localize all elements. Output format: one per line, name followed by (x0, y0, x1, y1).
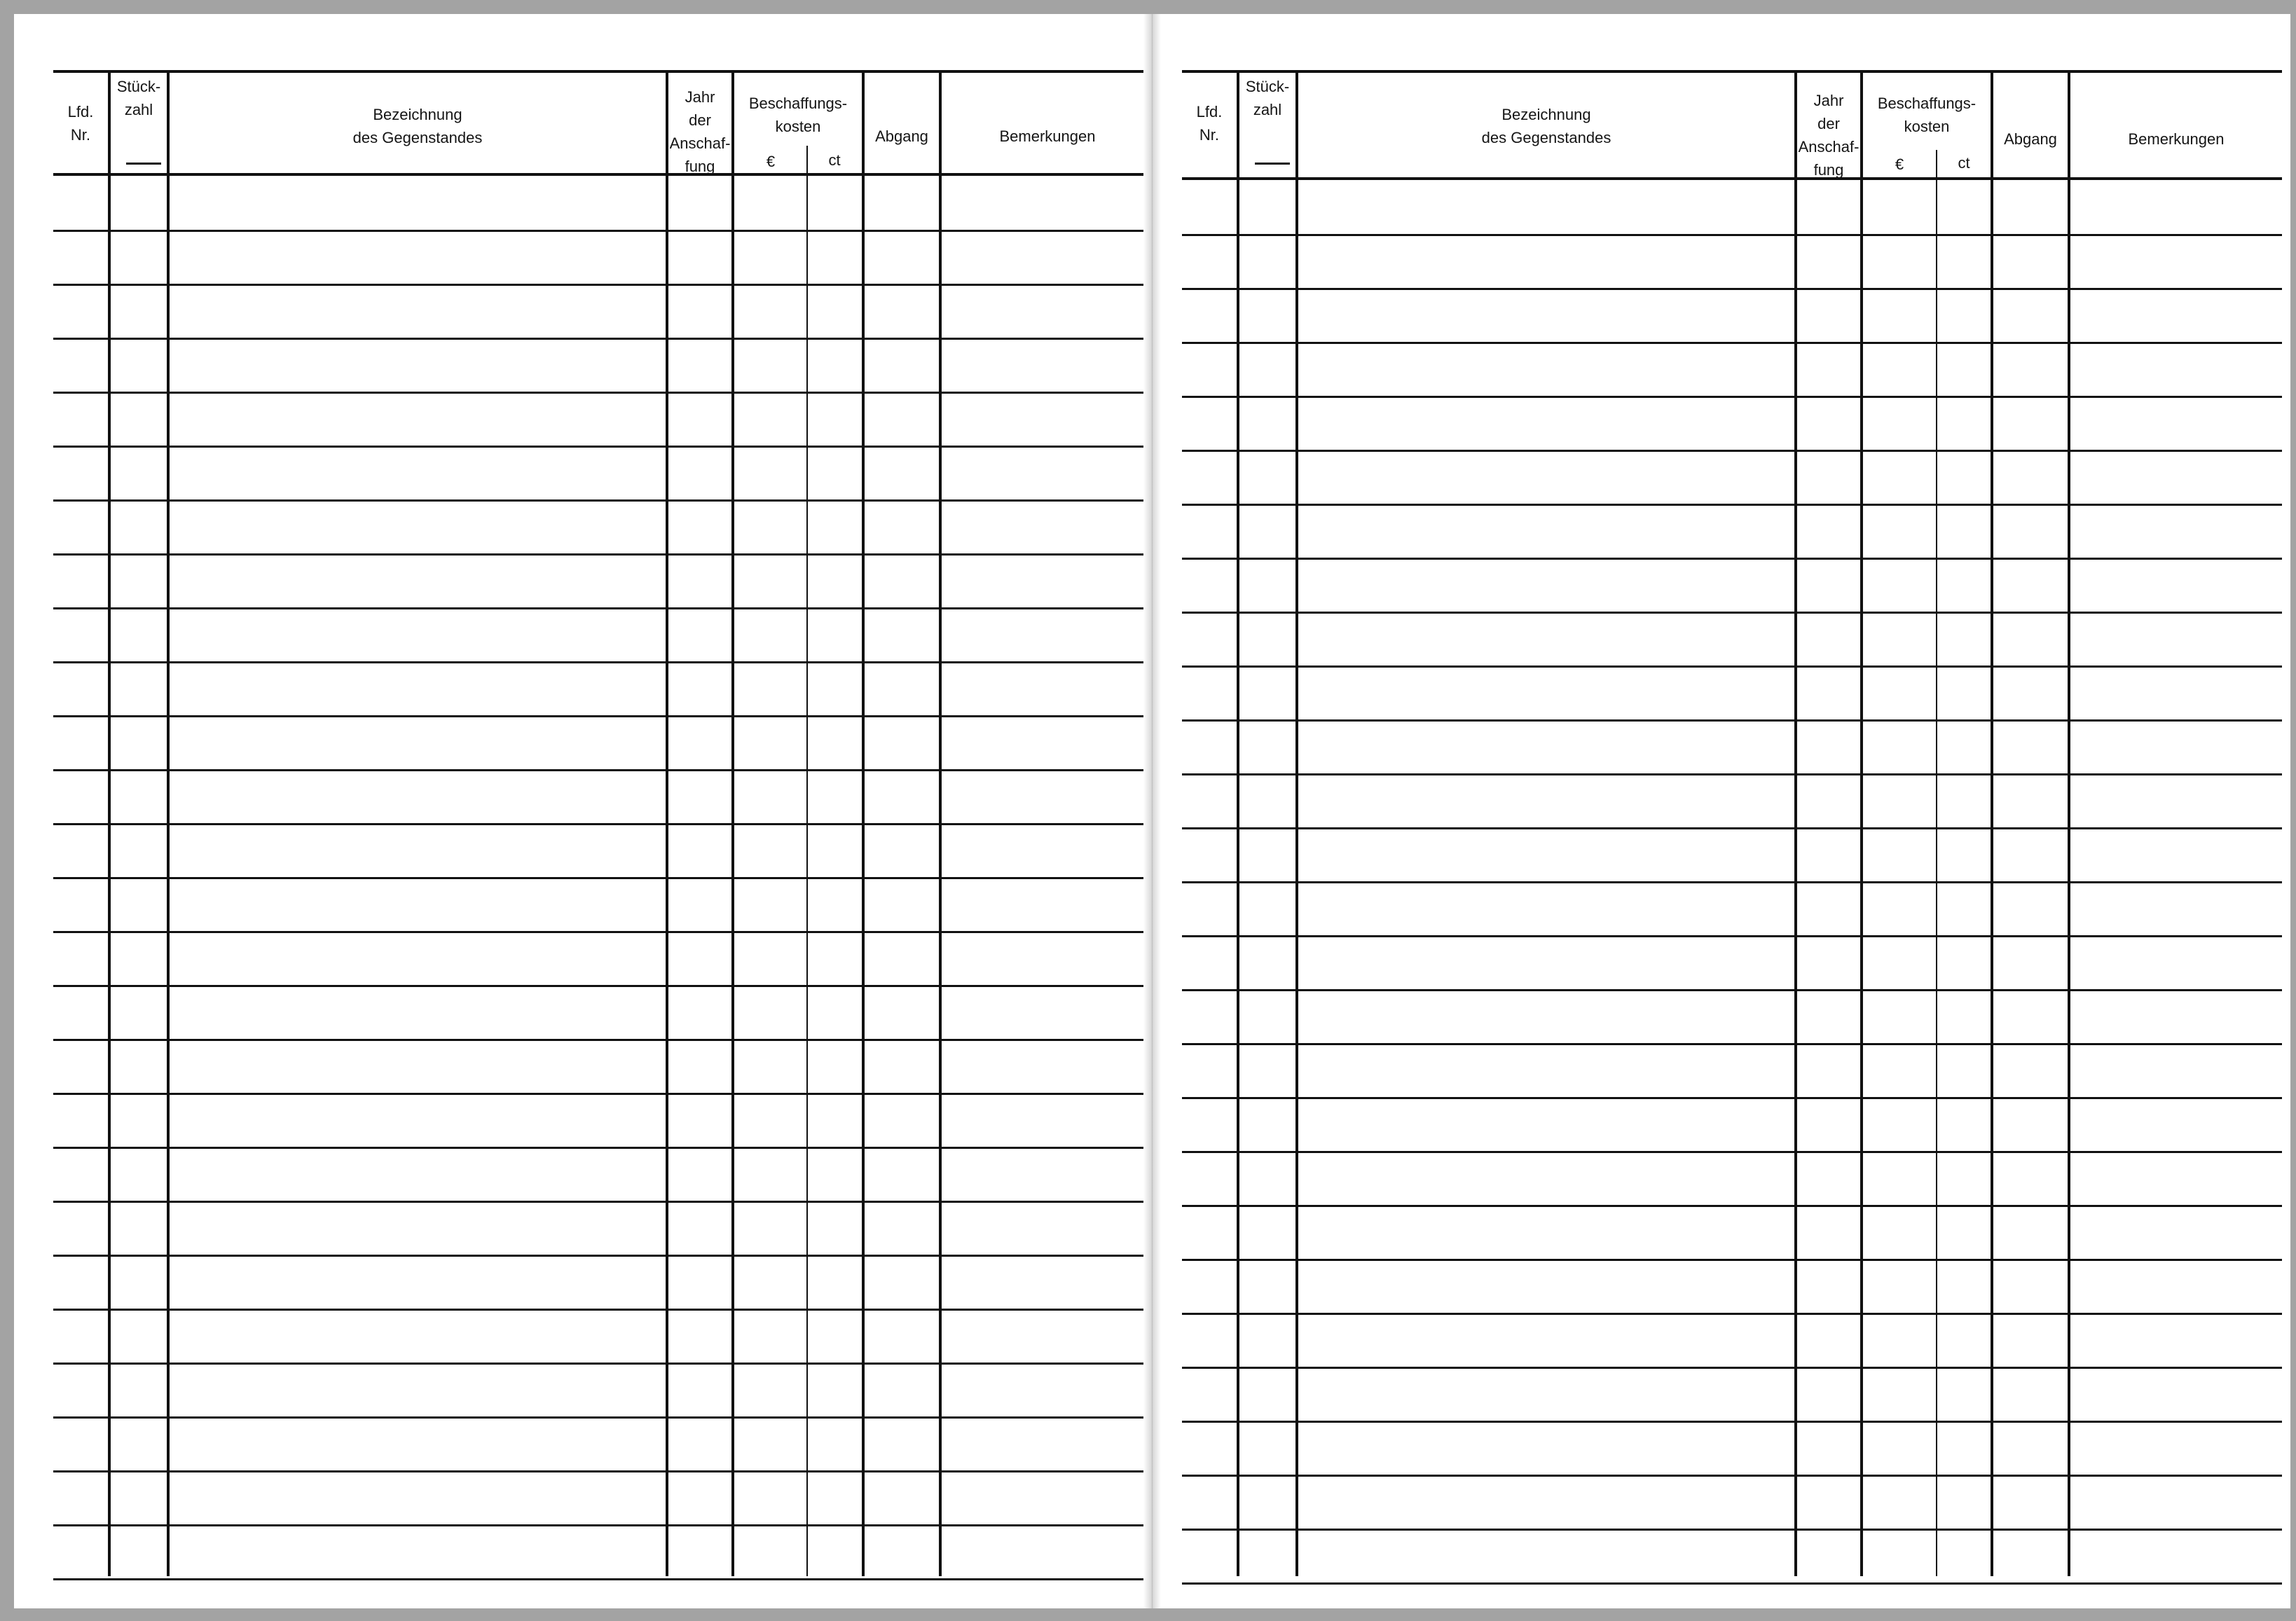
left-page (14, 14, 1143, 1608)
ledger-row-rule (53, 1578, 1143, 1580)
ledger-row-rule (1182, 450, 2282, 452)
ledger-row-rule (53, 1416, 1143, 1419)
header-bottom-rule (53, 173, 1143, 176)
ledger-row-rule (53, 230, 1143, 232)
ledger-row-rule (1182, 989, 2282, 991)
ledger-row-rule (1182, 1367, 2282, 1369)
ledger-row-rule (53, 877, 1143, 879)
ledger-row-rule (53, 607, 1143, 609)
ledger-row-rule (53, 284, 1143, 286)
ledger-row-rule (53, 1524, 1143, 1526)
ledger-row-rule (1182, 1205, 2282, 1207)
ledger-row-rule (1182, 1313, 2282, 1315)
header-bezeichnung: Bezeichnung des Gegenstandes (1481, 106, 1611, 146)
ledger-row-rule (1182, 773, 2282, 775)
right-page (1161, 14, 2290, 1608)
ledger-row-rule (53, 553, 1143, 556)
ledger-row-rule (53, 769, 1143, 771)
ledger-row-rule (53, 715, 1143, 717)
ledger-row-rule (1182, 719, 2282, 722)
ledger-row-rule (53, 338, 1143, 340)
ledger-row-rule (53, 392, 1143, 394)
ledger-row-rule (53, 499, 1143, 502)
header-bottom-rule (1182, 177, 2282, 180)
column-divider-kosten (1860, 70, 1863, 1576)
header-jahr: Jahr der Anschaf- fung (669, 88, 731, 175)
ledger-row-rule (1182, 665, 2282, 668)
ledger-row-rule (1182, 935, 2282, 937)
ledger-row-rule (1182, 1259, 2282, 1261)
column-divider-jahr (1794, 70, 1797, 1576)
ledger-row-rule (1182, 827, 2282, 829)
header-jahr: Jahr der Anschaf- fung (1798, 92, 1860, 179)
ledger-row-rule (1182, 288, 2282, 290)
column-divider-stueckzahl (1237, 70, 1239, 1576)
header-beschaffungskosten: Beschaffungs- kosten (1877, 95, 1977, 135)
header-bemerkungen: Bemerkungen (999, 127, 1096, 145)
ledger-row-rule (1182, 396, 2282, 398)
ledger-row-rule (1182, 1475, 2282, 1477)
ledger-row-rule (53, 1201, 1143, 1203)
stueckzahl-underline (126, 163, 161, 165)
ledger-row-rule (1182, 1421, 2282, 1423)
ledger-row-rule (53, 1147, 1143, 1149)
ledger-row-rule (1182, 558, 2282, 560)
ledger-row-rule (1182, 612, 2282, 614)
ledger-row-rule (1182, 1582, 2282, 1585)
ledger-row-rule (53, 661, 1143, 663)
header-abgang: Abgang (2004, 130, 2057, 148)
header-euro: € (1895, 155, 1904, 173)
ledger-row-rule (1182, 234, 2282, 236)
header-top-rule (53, 70, 1143, 73)
ledger-row-rule (53, 931, 1143, 933)
ledger-row-rule (1182, 1151, 2282, 1153)
ledger-row-rule (53, 446, 1143, 448)
ledger-row-rule (1182, 881, 2282, 883)
header-stueckzahl: Stück- zahl (1245, 78, 1290, 118)
ledger-row-rule (53, 1363, 1143, 1365)
ledger-row-rule (1182, 504, 2282, 506)
header-beschaffungskosten: Beschaffungs- kosten (748, 95, 848, 135)
ledger-row-rule (53, 1255, 1143, 1257)
ledger-row-rule (53, 1039, 1143, 1041)
book-spine (1143, 14, 1161, 1608)
stueckzahl-underline (1255, 163, 1290, 165)
header-cent: ct (1958, 153, 1970, 172)
header-cent: ct (828, 151, 841, 169)
header-abgang: Abgang (875, 127, 928, 145)
ledger-row-rule (1182, 1043, 2282, 1045)
column-divider-bezeichnung (1295, 70, 1298, 1576)
ledger-row-rule (1182, 1529, 2282, 1531)
ledger-row-rule (53, 823, 1143, 825)
column-divider-euro-cent (1936, 150, 1937, 1576)
ledger-row-rule (1182, 342, 2282, 344)
header-bezeichnung: Bezeichnung des Gegenstandes (352, 106, 483, 146)
column-divider-euro-cent (806, 146, 808, 1576)
ledger-row-rule (53, 1093, 1143, 1095)
ledger-row-rule (1182, 1097, 2282, 1099)
header-euro: € (766, 152, 776, 170)
header-lfd-nr: Lfd. Nr. (67, 103, 94, 144)
column-divider-bemerkungen (2068, 70, 2070, 1576)
column-divider-abgang (1991, 70, 1993, 1576)
header-lfd-nr: Lfd. Nr. (1196, 103, 1223, 144)
header-stueckzahl: Stück- zahl (116, 78, 161, 118)
ledger-row-rule (53, 1470, 1143, 1472)
ledger-row-rule (53, 1309, 1143, 1311)
ledger-row-rule (53, 985, 1143, 987)
header-bemerkungen: Bemerkungen (2128, 130, 2225, 148)
header-top-rule (1182, 70, 2282, 73)
